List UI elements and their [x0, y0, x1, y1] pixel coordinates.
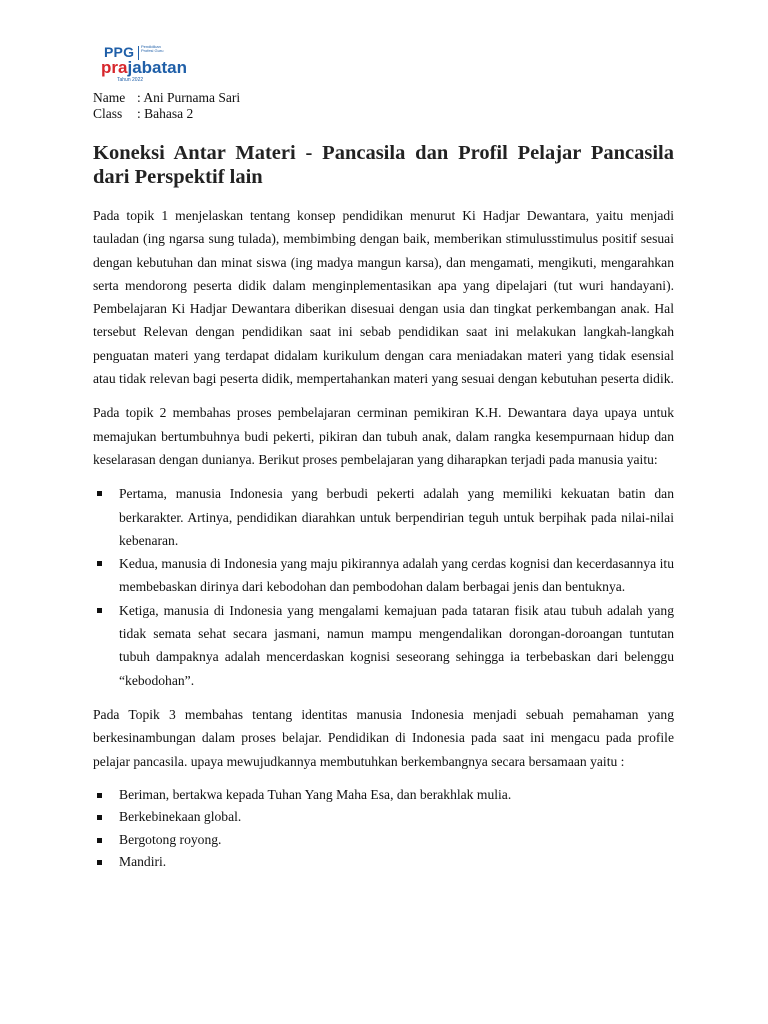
student-info: [93, 90, 240, 122]
paragraph-topic-2: Pada topik 2 membahas proses pembelajaran cerminan pemikiran K.H. Dewantara daya upaya untuk memajukan bertumbuhnya budi pekerti, pikiran dan tubuh anak, dalam rangka kesempurnaan hidup dan keselarasan dengan dunianya. Berikut proses pembelajaran yang diharapkan terjadi pada manusia yaitu:: [93, 405, 674, 467]
square-bullet-icon: [97, 793, 102, 798]
square-bullet-icon: [97, 608, 102, 613]
logo-pra: pra: [101, 58, 128, 77]
list-item-text: Bergotong royong.: [119, 831, 222, 847]
list-item: [93, 851, 674, 874]
document-body: [93, 204, 674, 885]
square-bullet-icon: [97, 561, 102, 566]
list-item-text: Pertama, manusia Indonesia yang berbudi pekerti adalah yang memiliki kekuatan batin dan berkarakter. Artinya, pendidikan diarahkan untuk berpendirian teguh untuk berpihak pada nilai-nilai kebenaran.: [119, 486, 674, 548]
name-row: [93, 90, 240, 106]
logo-jabatan: jabatan: [127, 58, 187, 77]
logo-ppg-text: PPG: [104, 44, 135, 60]
list-item-text: Mandiri.: [119, 854, 167, 870]
logo-prajabatan-text: [101, 58, 187, 78]
list-item-text: Kedua, manusia di Indonesia yang maju pikirannya adalah yang cerdas kognisi dan kecerdasannya itu membebaskan dirinya dari kebodohan dan pembodohan dalam berbagai jenis dan bentuknya.: [119, 556, 674, 595]
class-row: [93, 106, 240, 122]
square-bullet-icon: [97, 838, 102, 843]
paragraph-topic-1: Pada topik 1 menjelaskan tentang konsep pendidikan menurut Ki Hadjar Dewantara, yaitu menjadi tauladan (ing ngarsa sung tulada), membimbing dengan baik, memberikan stimulusstimulus positif sesuai dengan kebutuhan dan minat siswa (ing madya mangun karsa), dan mengamati, mengikuti, mengarahkan serta mendorong peserta didik dalam menginplementasikan apa yang dipelajari (tut wuri handayani). Pembelajaran Ki Hadjar Dewantara diberikan disesuai dengan usia dan tingkat perkembangan anak. Hal tersebut Relevan dengan pendidikan saat ini sebab pendidikan saat ini melakukan langkah-langkah penguatan materi yang terdapat didalam kurikulum dengan cara meniadakan materi yang tidak esensial atau tidak relevan bagi peserta didik, mempertahankan materi yang sesuai dengan kebutuhan peserta didik.: [93, 208, 674, 387]
paragraph-topic-3: Pada Topik 3 membahas tentang identitas manusia Indonesia menjadi sebuah pemahaman yang berkesinambungan dalam proses belajar. Pendidikan di Indonesia pada saat ini mengacu pada profile pelajar pancasila. upaya mewujudkannya membutuhkan berkembangnya secara bersamaan yaitu :: [93, 706, 674, 769]
list-item-text: Ketiga, manusia di Indonesia yang mengalami kemajuan pada tataran fisik atau tubuh adalah yang tidak semata sehat secara jasmani, namun mampu mengendalikan dorongan-doroangan tuntutan tubuh dampaknya adalah mencerdaskan kognisi seseorang sehingga ia terbebaskan dari belenggu “kebodohan”.: [119, 602, 674, 688]
list-item-text: Berkebinekaan global.: [119, 809, 242, 825]
ppg-prajabatan-logo: [98, 42, 202, 84]
class-value: : Bahasa 2: [137, 106, 194, 121]
list-item: [93, 806, 674, 829]
name-label: Name: [93, 90, 126, 105]
document-title: Koneksi Antar Materi - Pancasila dan Profil Pelajar Pancasila dari Perspektif lain: [93, 142, 674, 188]
profile-dimensions-list: [93, 784, 674, 874]
list-item-text: Beriman, bertakwa kepada Tuhan Yang Maha Esa, dan berakhlak mulia.: [119, 786, 512, 802]
list-item: [93, 599, 674, 692]
square-bullet-icon: [97, 815, 102, 820]
class-label: Class: [93, 106, 123, 121]
list-item: [93, 784, 674, 807]
list-item: [93, 829, 674, 852]
square-bullet-icon: [97, 491, 102, 496]
name-value: : Ani Purnama Sari: [137, 90, 241, 105]
list-item: [93, 482, 674, 552]
logo-small-text: Pendidikan Profesi Guru: [141, 44, 164, 53]
list-item: [93, 552, 674, 599]
square-bullet-icon: [97, 860, 102, 865]
logo-year: Tahun 2022: [117, 77, 144, 83]
learning-process-list: [93, 482, 674, 692]
